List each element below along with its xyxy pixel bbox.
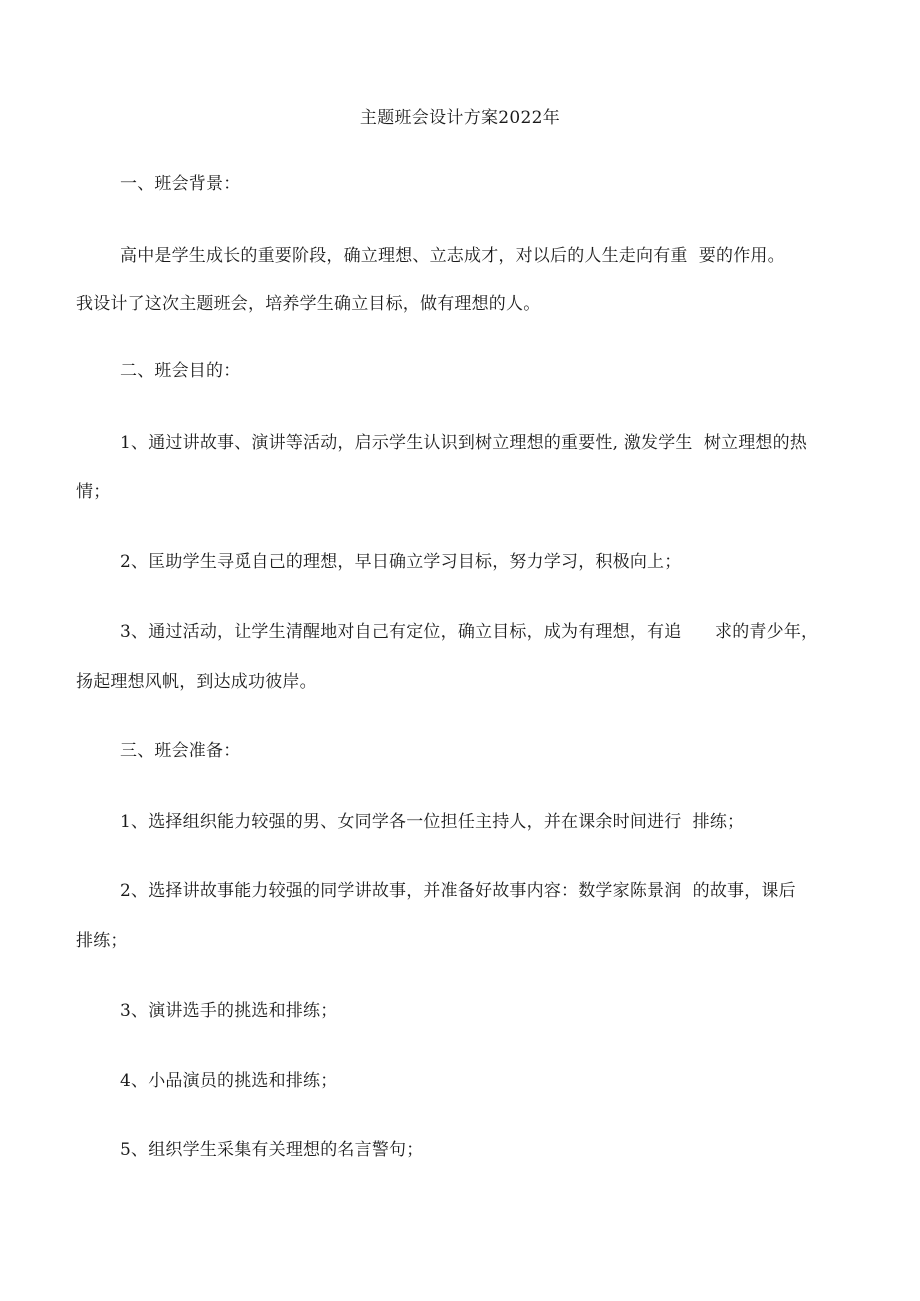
goal-item-2: 2、匡助学生寻觅自己的理想，早日确立学习目标，努力学习，积极向上； <box>120 552 682 572</box>
goal-item-3-line1: 3、通过活动，让学生清醒地对自己有定位，确立目标，成为有理想，有追 求的青少年， <box>120 622 819 642</box>
paragraph-background-line1: 高中是学生成长的重要阶段，确立理想、立志成才，对以后的人生走向有重 要的作用。 <box>120 246 785 266</box>
prep-item-1: 1、选择组织能力较强的男、女同学各一位担任主持人，并在课余时间进行 排练； <box>120 812 745 832</box>
prep-item-2-line2: 排练； <box>76 931 128 951</box>
goal-item-3-line2: 扬起理想风帆，到达成功彼岸。 <box>76 672 317 692</box>
section-heading-goals: 二、班会目的： <box>120 361 241 381</box>
document-title: 主题班会设计方案2022年 <box>359 108 561 128</box>
section-heading-preparation: 三、班会准备： <box>120 741 241 761</box>
prep-item-4: 4、小品演员的挑选和排练； <box>120 1071 338 1091</box>
prep-item-2-line1: 2、选择讲故事能力较强的同学讲故事，并准备好故事内容：数学家陈景润 的故事，课后 <box>120 881 796 901</box>
paragraph-background-line2: 我设计了这次主题班会，培养学生确立目标，做有理想的人。 <box>76 294 541 314</box>
prep-item-3: 3、演讲选手的挑选和排练； <box>120 1001 338 1021</box>
section-heading-background: 一、班会背景： <box>120 174 241 194</box>
goal-item-1-line1: 1、通过讲故事、演讲等活动，启示学生认识到树立理想的重要性, 激发学生 树立理想的热 <box>120 433 808 453</box>
prep-item-5: 5、组织学生采集有关理想的名言警句； <box>120 1140 424 1160</box>
goal-item-1-line2: 情； <box>76 482 111 502</box>
